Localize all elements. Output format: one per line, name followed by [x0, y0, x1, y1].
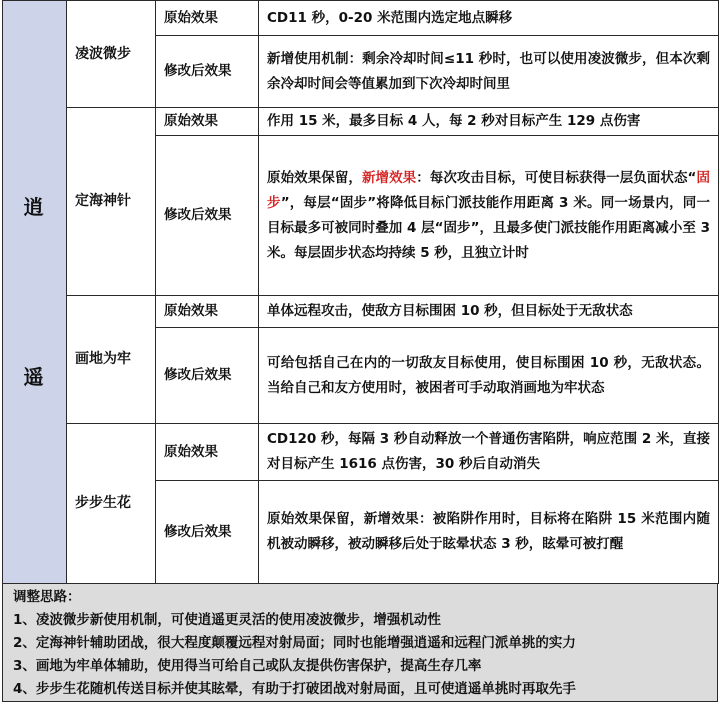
original-effect: CD120 秒，每隔 3 秒自动释放一个普通伤害陷阱，响应范围 2 米，直接对目标产生 1616 点伤害，30 秒后自动消失 [259, 424, 719, 481]
modified-label: 修改后效果 [156, 328, 259, 424]
skill-change-document [2, 0, 718, 711]
original-effect: CD11 秒，0-20 米范围内选定地点瞬移 [259, 1, 719, 36]
skill-name: 凌波微步 [67, 1, 156, 108]
modified-label: 修改后效果 [156, 36, 259, 108]
original-label: 原始效果 [156, 424, 259, 481]
modified-text-1: 原始效果保留， [267, 169, 362, 186]
modified-effect: 可给包括自己在内的一切敌友目标使用，使目标围困 10 秒，无敌状态。当给自己和友方使用时，被困者可手动取消画地为牢状态 [259, 328, 719, 424]
table-row [3, 1, 719, 36]
notes-title: 调整思路： [13, 589, 81, 605]
modified-effect: 原始效果保留，新增效果：被陷阱作用时，目标将在陷阱 15 米范围内随机被动瞬移，被动瞬移后处于眩晕状态 3 秒，眩晕可被打醒 [259, 481, 719, 584]
modified-text-2: ：每次攻击目标，可使目标获得一层负面状态“ [416, 169, 697, 186]
modified-label: 修改后效果 [156, 136, 259, 296]
school-char-1: 逍 [23, 195, 46, 219]
skill-name: 画地为牢 [67, 296, 156, 424]
modified-text-3: ”，每层“固步”将降低目标门派技能作用距离 3 米。同一场景内，同一目标最多可被同时叠加 4 层“固步”，且最多使门派技能作用距离减小至 3 米。每层固步状态均持续 5 秒，且独立计时 [267, 194, 710, 261]
adjustment-notes [2, 584, 718, 702]
table-row [3, 424, 719, 481]
original-label: 原始效果 [156, 108, 259, 136]
original-label: 原始效果 [156, 296, 259, 328]
note-item: 1、凌波微步新使用机制，可使逍遥更灵活的使用凌波微步，增强机动性 [13, 612, 441, 628]
note-item: 3、画地为牢单体辅助，使用得当可给自己或队友提供伤害保护，提高生存几率 [13, 658, 482, 674]
new-effect-highlight: 新增效果 [361, 169, 417, 186]
skill-name: 定海神针 [67, 108, 156, 296]
table-row [3, 296, 719, 328]
skill-table [2, 0, 719, 584]
note-item: 2、定海神针辅助团战，很大程度颠覆远程对射局面；同时也能增强逍遥和远程门派单挑的实力 [13, 635, 576, 651]
table-row [3, 108, 719, 136]
original-effect: 作用 15 米，最多目标 4 人，每 2 秒对目标产生 129 点伤害 [259, 108, 719, 136]
note-item: 4、步步生花随机传送目标并使其眩晕，有助于打破团战对射局面，且可使逍遥单挑时再取先手 [13, 681, 576, 697]
school-cell [3, 1, 67, 584]
modified-effect: 新增使用机制：剩余冷却时间≤11 秒时，也可以使用凌波微步，但本次剩余冷却时间会等值累加到下次冷却时间里 [259, 36, 719, 108]
modified-label: 修改后效果 [156, 481, 259, 584]
original-label: 原始效果 [156, 1, 259, 36]
status-highlight: 固步 [267, 169, 711, 211]
original-effect: 单体远程攻击，使敌方目标围困 10 秒，但目标处于无敌状态 [259, 296, 719, 328]
modified-effect [259, 136, 719, 296]
skill-name: 步步生花 [67, 424, 156, 584]
school-char-2: 遥 [23, 365, 46, 389]
